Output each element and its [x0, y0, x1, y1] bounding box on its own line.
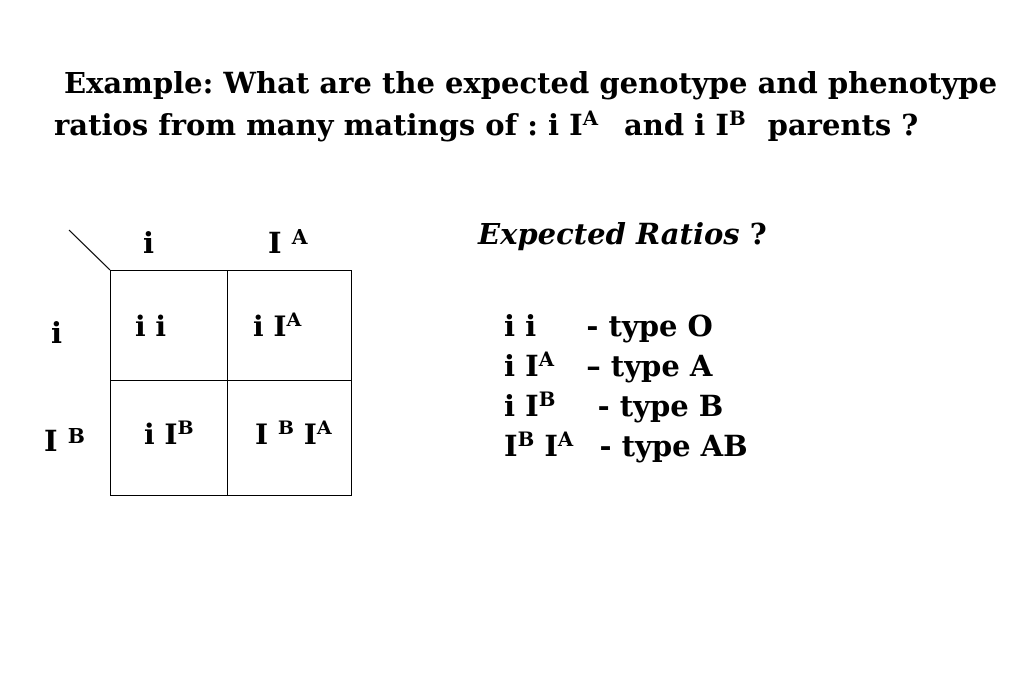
ratio-phenotype: - type AB [599, 429, 748, 463]
ratio-phenotype: – type A [586, 349, 713, 383]
title-superscript-a: A [582, 105, 598, 130]
punnett-grid [110, 270, 352, 496]
title-line-2-and: and i I [624, 108, 729, 142]
ratio-item-type-a: i $I^A$ – type A [504, 346, 713, 383]
punnett-cell-IBIA: I $^B$ $I^A$ [255, 417, 332, 451]
ratio-genotype: $I^B$ $I^A$ [504, 426, 574, 463]
punnett-cell-ii: i i [135, 310, 167, 343]
ratio-genotype: i i [504, 309, 537, 343]
punnett-row-header-2: I $^B$ [44, 423, 85, 458]
expected-ratios-heading-text: Expected Ratios [478, 217, 740, 251]
title-line-2 [54, 104, 918, 146]
punnett-grid-vertical-divider [227, 270, 228, 496]
expected-ratios-question-mark: ? [749, 217, 767, 251]
ratio-genotype: i I [504, 389, 539, 423]
ratio-genotype: i I [504, 349, 539, 383]
punnett-grid-horizontal-divider [110, 380, 352, 381]
ratio-phenotype: - type B [597, 389, 724, 423]
title-line-1: Example: What are the expected genotype and phenotype [64, 66, 998, 100]
punnett-corner-diagonal [0, 0, 120, 280]
punnett-cell-iIB: i $I^B$ [144, 417, 194, 451]
expected-ratios-heading [478, 216, 767, 252]
punnett-row-header-1: i [51, 316, 63, 350]
ratio-phenotype: - type O [586, 309, 713, 343]
ratio-item-type-ab [504, 426, 748, 466]
ratio-item-type-b: i $I^B$ - type B [504, 386, 724, 423]
title-line-2-suffix: parents ? [767, 108, 919, 142]
title-line-2-prefix: ratios from many matings of : i I [54, 108, 583, 142]
title-superscript-b: B [728, 105, 746, 130]
ratio-item-type-o [504, 306, 713, 346]
punnett-cell-iIA: i $I^A$ [253, 309, 302, 343]
punnett-col-header-2: I $^A$ [268, 224, 308, 260]
punnett-col-header-1: i [143, 226, 155, 260]
